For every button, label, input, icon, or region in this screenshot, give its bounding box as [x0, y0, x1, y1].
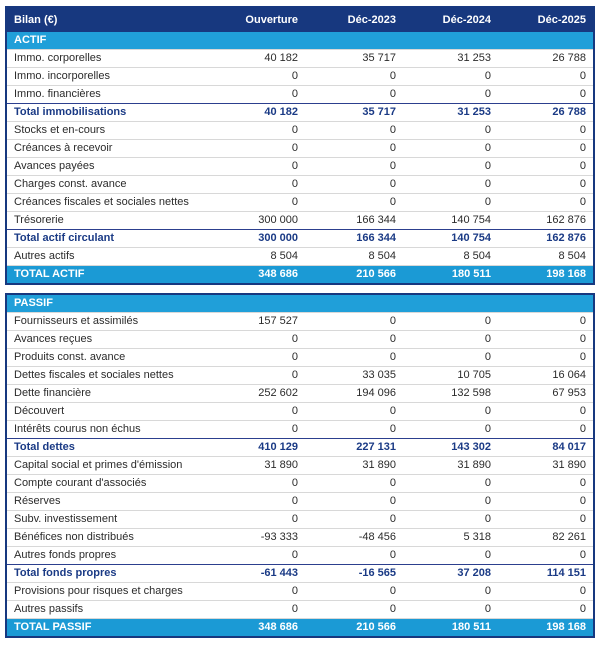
cell-value: 0: [389, 142, 396, 154]
row-label: Stocks et en-cours: [14, 124, 106, 136]
cell-value: -16 565: [358, 567, 396, 579]
table-row: [7, 420, 593, 438]
row-label: Immo. incorporelles: [14, 70, 110, 82]
cell-value: 0: [389, 477, 396, 489]
cell-value: 166 344: [356, 214, 396, 226]
cell-value: 16 064: [552, 369, 586, 381]
cell-value: 227 131: [356, 441, 396, 453]
cell-value: 157 527: [258, 315, 298, 327]
row-label: Total fonds propres: [14, 567, 117, 579]
cell-value: 0: [389, 513, 396, 525]
row-label: Dettes fiscales et sociales nettes: [14, 369, 174, 381]
cell-value: 35 717: [362, 106, 396, 118]
cell-value: 0: [484, 423, 491, 435]
cell-value: 0: [389, 351, 396, 363]
table-row: [7, 247, 593, 265]
row-label: Total actif circulant: [14, 232, 115, 244]
cell-value: 0: [484, 88, 491, 100]
section-header-actif: [7, 32, 593, 49]
table-row: [7, 85, 593, 103]
actif-table: [5, 6, 595, 285]
cell-value: 252 602: [258, 387, 298, 399]
cell-value: 67 953: [552, 387, 586, 399]
cell-value: 198 168: [546, 268, 586, 280]
subtotal-row: [7, 103, 593, 121]
cell-value: 140 754: [451, 214, 491, 226]
cell-value: 0: [484, 315, 491, 327]
cell-value: 0: [484, 513, 491, 525]
cell-value: 0: [484, 351, 491, 363]
cell-value: 0: [291, 585, 298, 597]
cell-value: 31 253: [457, 106, 491, 118]
table-row: [7, 366, 593, 384]
cell-value: 0: [579, 549, 586, 561]
cell-value: 31 890: [457, 459, 491, 471]
row-label: Créances fiscales et sociales nettes: [14, 196, 189, 208]
subtotal-row: [7, 438, 593, 456]
row-label: Provisions pour risques et charges: [14, 585, 183, 597]
row-label: Total dettes: [14, 441, 75, 453]
cell-value: 0: [484, 477, 491, 489]
cell-value: 114 151: [546, 567, 586, 579]
cell-value: 0: [579, 495, 586, 507]
table-row: [7, 67, 593, 85]
cell-value: 40 182: [264, 52, 298, 64]
table-row: [7, 492, 593, 510]
cell-value: 0: [389, 88, 396, 100]
cell-value: 300 000: [258, 214, 298, 226]
row-label: Réserves: [14, 495, 61, 507]
cell-value: 31 890: [362, 459, 396, 471]
cell-value: 0: [291, 333, 298, 345]
table-row: [7, 348, 593, 366]
cell-value: 0: [291, 88, 298, 100]
row-label: Fournisseurs et assimilés: [14, 315, 139, 327]
cell-value: 0: [291, 603, 298, 615]
cell-value: 0: [389, 603, 396, 615]
cell-value: 31 890: [264, 459, 298, 471]
table-row: [7, 600, 593, 618]
cell-value: 0: [291, 369, 298, 381]
cell-value: 0: [291, 495, 298, 507]
cell-value: 210 566: [356, 621, 396, 633]
cell-value: 0: [484, 603, 491, 615]
cell-value: 0: [579, 585, 586, 597]
row-label: Compte courant d'associés: [14, 477, 147, 489]
cell-value: 0: [389, 124, 396, 136]
cell-value: 0: [484, 178, 491, 190]
row-label: Avances payées: [14, 160, 95, 172]
table-row: [7, 330, 593, 348]
cell-value: 162 876: [546, 232, 586, 244]
column-header-dec-2024: Déc-2024: [442, 14, 491, 26]
table-row: [7, 384, 593, 402]
cell-value: 0: [389, 585, 396, 597]
cell-value: 0: [579, 405, 586, 417]
table-row: [7, 402, 593, 420]
cell-value: 0: [579, 88, 586, 100]
cell-value: 0: [484, 142, 491, 154]
table-row: [7, 121, 593, 139]
column-header-ouverture: Ouverture: [245, 14, 298, 26]
row-label: Autres passifs: [14, 603, 84, 615]
cell-value: 0: [389, 70, 396, 82]
cell-value: 0: [291, 124, 298, 136]
grand-total-row: [7, 618, 593, 636]
cell-value: 0: [484, 196, 491, 208]
cell-value: 26 788: [552, 106, 586, 118]
cell-value: 0: [579, 603, 586, 615]
cell-value: 162 876: [546, 214, 586, 226]
table-row: [7, 157, 593, 175]
passif-table: [5, 293, 595, 638]
cell-value: 0: [579, 178, 586, 190]
cell-value: 210 566: [356, 268, 396, 280]
cell-value: 132 598: [451, 387, 491, 399]
cell-value: 0: [291, 477, 298, 489]
cell-value: 31 890: [552, 459, 586, 471]
cell-value: 8 504: [368, 250, 396, 262]
row-label: TOTAL PASSIF: [14, 621, 92, 633]
table-row: [7, 175, 593, 193]
row-label: Trésorerie: [14, 214, 64, 226]
grand-total-row: [7, 265, 593, 283]
table-row: [7, 456, 593, 474]
cell-value: 0: [291, 549, 298, 561]
cell-value: 166 344: [356, 232, 396, 244]
cell-value: 0: [291, 405, 298, 417]
cell-value: 82 261: [552, 531, 586, 543]
row-label: Autres actifs: [14, 250, 75, 262]
cell-value: 0: [389, 178, 396, 190]
row-label: Total immobilisations: [14, 106, 127, 118]
cell-value: 40 182: [264, 106, 298, 118]
table-row: [7, 139, 593, 157]
cell-value: 0: [484, 70, 491, 82]
row-label: Dette financière: [14, 387, 92, 399]
cell-value: 0: [484, 333, 491, 345]
table-row: [7, 211, 593, 229]
row-label: TOTAL ACTIF: [14, 268, 85, 280]
cell-value: 0: [389, 495, 396, 507]
cell-value: 0: [484, 495, 491, 507]
cell-value: 0: [579, 477, 586, 489]
row-label: Capital social et primes d'émission: [14, 459, 183, 471]
row-label: Créances à recevoir: [14, 142, 113, 154]
cell-value: 0: [579, 333, 586, 345]
row-label: Immo. corporelles: [14, 52, 102, 64]
cell-value: 410 129: [258, 441, 298, 453]
table-row: [7, 528, 593, 546]
table-row: [7, 49, 593, 67]
cell-value: -93 333: [260, 531, 298, 543]
cell-value: 300 000: [258, 232, 298, 244]
cell-value: 0: [579, 142, 586, 154]
cell-value: 0: [484, 160, 491, 172]
column-header-dec-2023: Déc-2023: [347, 14, 396, 26]
cell-value: 8 504: [558, 250, 586, 262]
cell-value: 5 318: [463, 531, 491, 543]
cell-value: 0: [579, 351, 586, 363]
cell-value: 0: [291, 178, 298, 190]
column-header-dec-2025: Déc-2025: [537, 14, 586, 26]
cell-value: 10 705: [457, 369, 491, 381]
cell-value: 0: [579, 160, 586, 172]
row-label: Subv. investissement: [14, 513, 118, 525]
row-label: Charges const. avance: [14, 178, 127, 190]
cell-value: -61 443: [260, 567, 298, 579]
cell-value: 0: [389, 405, 396, 417]
cell-value: 194 096: [356, 387, 396, 399]
cell-value: 8 504: [270, 250, 298, 262]
cell-value: 140 754: [451, 232, 491, 244]
table-row: [7, 582, 593, 600]
cell-value: 0: [389, 315, 396, 327]
cell-value: 0: [291, 196, 298, 208]
section-title: ACTIF: [14, 34, 47, 46]
cell-value: 0: [579, 315, 586, 327]
cell-value: 0: [484, 405, 491, 417]
table-row: [7, 193, 593, 211]
row-label: Immo. financières: [14, 88, 101, 100]
row-label: Avances reçues: [14, 333, 93, 345]
passif-rows: [7, 312, 593, 636]
cell-value: 0: [484, 124, 491, 136]
cell-value: 0: [579, 513, 586, 525]
cell-value: -48 456: [358, 531, 396, 543]
cell-value: 143 302: [451, 441, 491, 453]
row-label: Autres fonds propres: [14, 549, 117, 561]
cell-value: 0: [389, 549, 396, 561]
table-row: [7, 546, 593, 564]
cell-value: 0: [291, 70, 298, 82]
cell-value: 348 686: [258, 268, 298, 280]
cell-value: 0: [389, 333, 396, 345]
cell-value: 0: [484, 549, 491, 561]
cell-value: 0: [291, 423, 298, 435]
table-header-row: [7, 8, 593, 32]
cell-value: 35 717: [362, 52, 396, 64]
cell-value: 0: [389, 160, 396, 172]
cell-value: 26 788: [552, 52, 586, 64]
corner-label: Bilan (€): [14, 14, 58, 26]
cell-value: 348 686: [258, 621, 298, 633]
cell-value: 198 168: [546, 621, 586, 633]
subtotal-row: [7, 229, 593, 247]
cell-value: 0: [579, 196, 586, 208]
cell-value: 37 208: [457, 567, 491, 579]
row-label: Découvert: [14, 405, 65, 417]
cell-value: 0: [291, 513, 298, 525]
cell-value: 0: [579, 70, 586, 82]
cell-value: 33 035: [362, 369, 396, 381]
cell-value: 0: [389, 423, 396, 435]
cell-value: 0: [484, 585, 491, 597]
row-label: Produits const. avance: [14, 351, 126, 363]
cell-value: 31 253: [457, 52, 491, 64]
cell-value: 0: [389, 196, 396, 208]
cell-value: 0: [579, 124, 586, 136]
row-label: Bénéfices non distribués: [14, 531, 134, 543]
actif-rows: [7, 49, 593, 283]
cell-value: 8 504: [463, 250, 491, 262]
cell-value: 84 017: [552, 441, 586, 453]
cell-value: 0: [291, 142, 298, 154]
cell-value: 0: [579, 423, 586, 435]
table-row: [7, 474, 593, 492]
row-label: Intérêts courus non échus: [14, 423, 141, 435]
section-title: PASSIF: [14, 297, 53, 309]
cell-value: 0: [291, 351, 298, 363]
section-header-passif: [7, 295, 593, 312]
cell-value: 180 511: [451, 621, 491, 633]
cell-value: 180 511: [451, 268, 491, 280]
table-row: [7, 510, 593, 528]
cell-value: 0: [291, 160, 298, 172]
table-row: [7, 312, 593, 330]
subtotal-row: [7, 564, 593, 582]
